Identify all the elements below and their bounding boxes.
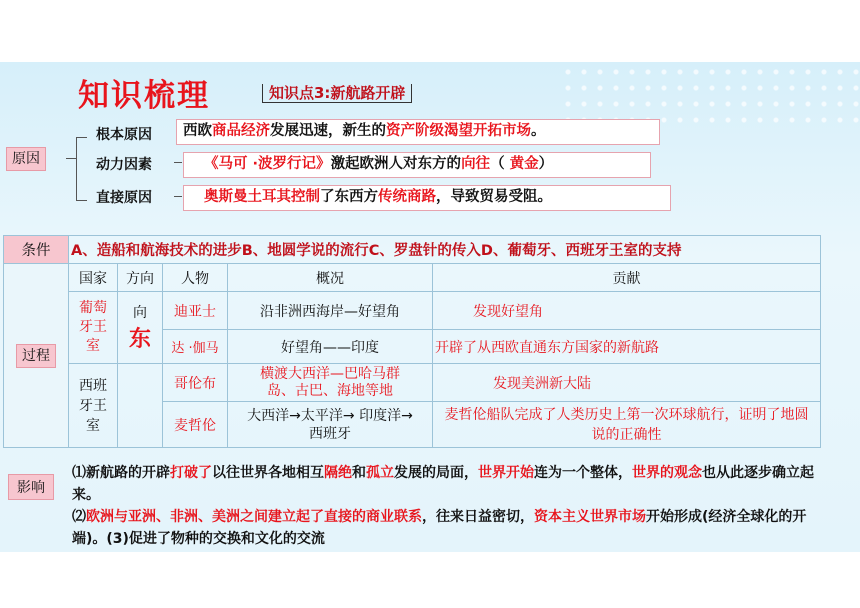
impact-1-segment: 发展的局面，	[394, 465, 478, 481]
contribution-gama: 开辟了从西欧直通东方国家的新航路	[433, 330, 821, 364]
cause-root-segment: 。	[531, 123, 546, 139]
header-contribution: 贡献	[433, 264, 821, 292]
impact-paragraph-2	[72, 506, 832, 550]
knowledge-point-label: 知识点3:新航路开辟	[262, 84, 412, 103]
impact-1-segment: ⑴新航路的开辟	[72, 465, 170, 481]
person-gama: 达 ·伽马	[163, 330, 228, 364]
country-portugal-text: 葡萄牙王室	[79, 300, 107, 354]
header-person: 人物	[163, 264, 228, 292]
process-cell	[4, 264, 69, 448]
cause-label-direct: 直接原因	[96, 190, 152, 206]
connector-direct	[174, 196, 182, 197]
impact-paragraph-1	[72, 462, 832, 506]
impact-1-segment: 连为一个整体，	[534, 465, 632, 481]
cause-drive-segment: （	[490, 156, 510, 172]
contribution-magellan: 麦哲伦船队完成了人类历史上第一次环球航行，证明了地圆说的正确性	[433, 402, 821, 448]
desc-magellan: 大西洋→太平洋→ 印度洋→ 西班牙	[228, 402, 433, 448]
connector-drive	[174, 162, 182, 163]
cause-direct-segment: 传统商路	[378, 189, 436, 205]
cause-direct-segment: 奥斯曼土耳其控制	[204, 189, 320, 205]
cause-direct-box	[183, 185, 671, 211]
direction-empty	[118, 364, 163, 448]
impact-1-segment: 孤立	[366, 465, 394, 481]
cause-drive-segment: 向往	[461, 156, 491, 172]
page-title: 知识梳理	[78, 78, 210, 114]
header-country: 国家	[69, 264, 118, 292]
impact-2-segment: 欧洲与亚洲、非洲、美洲之间建立起了直接的商业联系	[86, 509, 422, 525]
cause-direct-segment: 了东西方	[320, 189, 378, 205]
impact-2-segment: ⑵	[72, 509, 86, 525]
desc-dias: 沿非洲西海岸—好望角	[228, 292, 433, 330]
condition-tag: 条件	[4, 236, 69, 264]
process-tag: 过程	[16, 344, 56, 368]
cause-drive-segment: ）	[538, 156, 554, 172]
person-columbus: 哥伦布	[163, 364, 228, 402]
impact-1-segment: 打破了	[170, 465, 212, 481]
cause-direct-segment: ，导致贸易受阻。	[436, 189, 552, 205]
cause-root-segment: 发展迅速，新生的	[270, 123, 386, 139]
country-portugal	[69, 292, 118, 364]
header-overview: 概况	[228, 264, 433, 292]
country-spain-text: 西班牙王室	[79, 377, 107, 434]
cause-drive-box	[183, 152, 651, 178]
header-direction: 方向	[118, 264, 163, 292]
impact-1-segment: 世界开始	[478, 465, 534, 481]
cause-root-segment: 西欧	[183, 123, 212, 139]
cause-drive-segment: 激起欧洲人对东方的	[330, 156, 462, 172]
cause-tag: 原因	[6, 147, 46, 171]
bottom-white-area	[0, 552, 860, 608]
cause-root-segment: 资产阶级渴望开拓市场	[386, 123, 531, 139]
cause-brace	[76, 137, 87, 201]
impact-1-segment: 以往世界各地相互	[212, 465, 324, 481]
cause-root-box	[176, 119, 660, 145]
impact-tag: 影响	[8, 474, 54, 500]
contribution-dias: 发现好望角	[433, 292, 821, 330]
cause-drive-segment: 《马可 ·波罗行记》	[204, 156, 331, 172]
person-magellan: 麦哲伦	[163, 402, 228, 448]
impact-1-segment: 和	[352, 465, 366, 481]
direction-cell	[118, 292, 163, 364]
cause-drive-segment: 黄金	[509, 156, 539, 172]
impact-1-segment: 隔绝	[324, 465, 352, 481]
cause-label-root: 根本原因	[96, 127, 152, 143]
impact-1-segment: 世界的观念	[632, 465, 702, 481]
desc-columbus: 横渡大西洋—巴哈马群岛、古巴、海地等地	[228, 364, 433, 402]
direction-east: 东	[128, 327, 151, 352]
impact-2-segment: ，往来日益密切，	[422, 509, 534, 525]
impact-1-segment: 也从此逐步确立起来。	[72, 465, 814, 503]
country-spain	[69, 364, 118, 448]
contribution-columbus: 发现美洲新大陆	[433, 364, 821, 402]
person-dias: 迪亚士	[163, 292, 228, 330]
brace-tip	[66, 158, 76, 159]
top-white-area	[0, 0, 860, 70]
impact-2-segment: 资本主义世界市场	[534, 509, 646, 525]
condition-text: A、造船和航海技术的进步B、地圆学说的流行C、罗盘针的传入D、葡萄牙、西班牙王室的支持	[69, 236, 821, 264]
condition-process-table	[3, 235, 821, 448]
cause-root-segment: 商品经济	[212, 123, 270, 139]
impact-text	[72, 462, 832, 550]
desc-gama: 好望角——印度	[228, 330, 433, 364]
cause-label-drive: 动力因素	[96, 157, 152, 173]
decorative-dots	[560, 64, 860, 124]
impact-2-segment: 开始形成(经济全球化的开端)。(3)促进了物种的交换和文化的交流	[72, 509, 807, 547]
direction-prefix: 向	[133, 305, 147, 321]
